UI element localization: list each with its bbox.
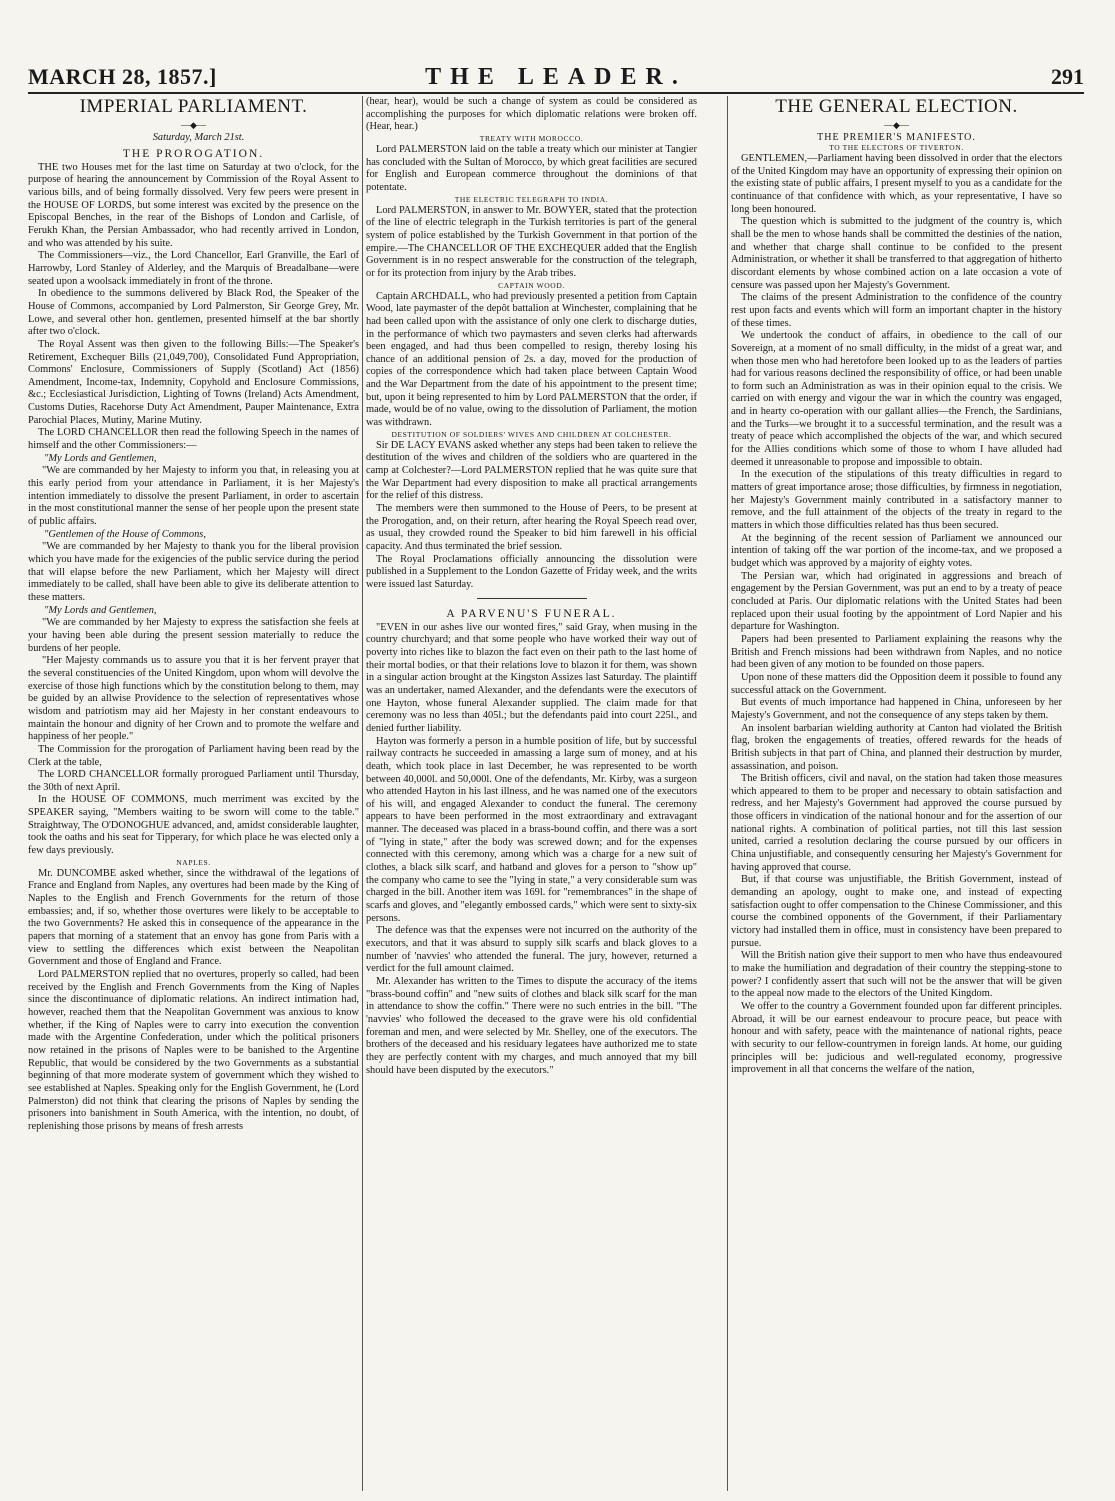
paragraph: Mr. DUNCOMBE asked whether, since the withdrawal of the legations of France and England from Naples, any overtures had been made by the King of Naples to the English and French Governments for the return of those embassies; and, if so, whether those overtures were likely to be acceptable to the two Governments? He asked this in consequence of the appearance in the papers that morning of a statement that an envoy has gone from Paris with a view to settling the differences which exist between the Neapolitan Government and those of England and France. <box>28 867 359 968</box>
newspaper-title: THE LEADER. <box>425 64 687 90</box>
subheading-destitution: DESTITUTION OF SOLDIERS' WIVES AND CHILDREN AT COLCHESTER. <box>391 429 672 439</box>
paragraph: In the execution of the stipulations of this treaty difficulties in regard to matters of great importance arose; those difficulties, by firmness in negotiation, her Majesty's Government mainly contributed in a satisfactory manner to remove, and the full attainment of the objects of the treaty in regard to the matters in which those difficulties related has thus been secured. <box>731 469 1062 532</box>
paragraph: The Persian war, which had originated in aggressions and breach of engagement by the Persian Government, was put an end to by a treaty of peace concluded at Paris. Our diplomatic relations with the United States had been replaced upon their usual footing by the appointment of Lord Napier and his departure for Washington. <box>731 570 1062 633</box>
subheading-telegraph: THE ELECTRIC TELEGRAPH TO INDIA. <box>454 194 609 204</box>
ornament: —◆— <box>884 120 909 130</box>
column-3 <box>731 96 1062 1496</box>
paragraph: "EVEN in our ashes live our wonted fires," said Gray, when musing in the country churchyard; and that some people who have worked their way out of poverty into riches like to blazon the fact even on their path to the last home of their mortal bodies, or that their relations love to blazon it for them, was shown in a singular action brought at the Kingston Assizes last Saturday. The plaintiff was an undertaker, named Alexander, and the defendants were the executors of one Hayton, whose funeral Alexander supplied. The claim made for that ceremony was no less than 405l.; but the defendants paid into court 225l., and denied further liability. <box>366 621 697 734</box>
issue-date: MARCH 28, 1857.] <box>28 64 217 89</box>
paragraph: The members were then summoned to the House of Peers, to be present at the Prorogation, and, on their return, after hearing the Royal Speech read over, as usual, they crowded round the Speaker to bid him farewell in his official capacity. And thus terminated the brief session. <box>366 503 697 552</box>
paragraph: We offer to the country a Government founded upon far different principles. Abroad, it will be our earnest endeavour to procure peace, but peace with honour and with safety, peace with the maintenance of national rights, peace with security to our fellow-countrymen in foreign lands. At home, our guiding principles will be: judicious and well-regulated economy, progressive improvement in all that concerns the welfare of the nation, <box>731 1000 1062 1076</box>
paragraph: At the beginning of the recent session of Parliament we announced our intention of taking off the war portion of the income-tax, and we proposed a budget which was approved by a majority of eighty votes. <box>731 532 1062 569</box>
section-rule <box>477 598 587 599</box>
paragraph: Will the British nation give their support to men who have thus endeavoured to make the humiliation and degradation of their country the stepping-stone to power? I confidently assert that such will not be the answer that will be given to the appeal now made to the electors of the United Kingdom. <box>731 950 1062 1000</box>
paragraph: An insolent barbarian wielding authority at Canton had violated the British flag, broken the engagements of treaties, offered rewards for the heads of British subjects in that part of China, and planned their destruction by murder, assassination, and poison. <box>731 722 1062 772</box>
paragraph: (hear, hear), would be such a change of system as could be considered as accomplishing the purposes for which diplomatic relations were broken off. (Hear, hear.) <box>366 96 697 133</box>
paragraph: THE two Houses met for the last time on Saturday at two o'clock, for the purpose of hearing the announcement by Commission of the Royal Assent to various bills, and of being formally dissolved. Very few peers were present in the HOUSE OF LORDS, but some interest was excited by the presence on the Episcopal Benches, in the rear of the Bishops of London and Carlisle, of Ferukh Khan, the Persian Ambassador, who had recently arrived in London, and who was attended by his suite. <box>28 161 359 249</box>
paragraph: Upon none of these matters did the Opposition deem it possible to found any successful attack on the Government. <box>731 671 1062 696</box>
paragraph: Captain ARCHDALL, who had previously presented a petition from Captain Wood, late paymaster of the depôt battalion at Winchester, complaining that he had been called upon with the assistance of only one clerk to discharge duties, in the performance of which two paymasters and seven clerks had afterwards been engaged, and had thus been compelled to resign, thereby losing his chance of an additional pension of 2s. a day, moved for the production of copies of the correspondence which had taken place between Captain Wood and the War Department from the date of his appointment to the present time; but, upon it being represented to him by Lord PALMERSTON that the order, if made, would be of no value, owing to the dissolution of Parliament, the motion was withdrawn. <box>366 290 697 429</box>
salutation: "My Lords and Gentlemen, <box>44 604 157 616</box>
column-2 <box>366 96 697 1496</box>
section-heading-general-election: THE GENERAL ELECTION. <box>775 96 1018 117</box>
paragraph: But events of much importance had happened in China, unforeseen by her Majesty's Government, and not the consequence of any steps taken by them. <box>731 697 1062 721</box>
column-1 <box>28 96 359 1496</box>
subheading-captain-wood: CAPTAIN WOOD. <box>498 280 565 290</box>
paragraph: In the HOUSE OF COMMONS, much merriment was excited by the SPEAKER saying, "Members waiting to be sworn will come to the table." Straightway, The O'DONOGHUE advanced, and, amidst considerable laughter, took the oaths and his seat for Tipperary, for which place he was elected only a few days previously. <box>28 794 359 857</box>
paragraph: The British officers, civil and naval, on the station had taken those measures which appeared to them to be proper and necessary to obtain satisfaction and redress, and her Majesty's Government had approved the course pursued by those officers in vindication of the national honour and for the assertion of our national rights. A combination of political parties, not till this last session united, carried a resolution declaring the course pursued by our officers in China unjustifiable, and consequently censuring her Majesty's Government for having approved that course. <box>731 773 1062 873</box>
paragraph: But, if that course was unjustifiable, the British Government, instead of demanding an apology, ought to make one, and instead of expecting satisfaction ought to offer compensation to the Chinese Commissioner, and this course the combined opponents of the Government, if their Parliamentary victory had installed them in office, must in consistency have been prepared to pursue. <box>731 874 1062 949</box>
paragraph: GENTLEMEN,—Parliament having been dissolved in order that the electors of the United Kingdom may have an opportunity of expressing their opinion on the existing state of public affairs, I present myself to you as a candidate for the continuance of that confidence with which, as your representative, I have so long been honoured. <box>731 153 1062 215</box>
paragraph: Lord PALMERSTON laid on the table a treaty which our minister at Tangier has concluded with the Sultan of Morocco, by which great facilities are secured for English and European commerce throughout the dominions of that potentate. <box>366 143 697 193</box>
paragraph: The Royal Assent was then given to the following Bills:—The Speaker's Retirement, Exchequer Bills (21,049,700), Consolidated Fund Appropriation, Commons' Enclosure, Commissioners of Supply (Scotland) Act (1856) Amendment, Income-tax, Indemnity, Copyhold and Enclosure Commissions, &c.; Ecclesiastical Jurisdiction, Lighting of Towns (Ireland) Acts Amendment, Customs Duties, Racehorse Duty Act Amendment, Pauper Maintenance, Extra Parochial Places, Mutiny, Marine Mutiny. <box>28 338 359 426</box>
column-divider <box>727 96 728 1491</box>
paragraph: The defence was that the expenses were not incurred on the authority of the executors, and that it was absurd to supply silk scarfs and black gloves to a number of 'navvies' who attended the funeral. The jury, however, returned a verdict for the full amount claimed. <box>366 925 697 975</box>
paragraph: The Commission for the prorogation of Parliament having been read by the Clerk at the table, <box>28 743 359 768</box>
subheading-morocco: TREATY WITH MOROCCO. <box>479 133 584 143</box>
address-line: TO THE ELECTORS OF TIVERTON. <box>829 143 964 152</box>
dateline: Saturday, March 21st. <box>152 132 245 143</box>
paragraph: We undertook the conduct of affairs, in obedience to the call of our Sovereign, at a moment of no small difficulty, in the midst of a great war, and when those men who had heretofore been looked up to as the leaders of parties had for various reasons declined the responsibility of office, or had been unable to form such an Administration as was in their opinion equal to the crisis. We carried on with energy and vigour the war in which the country was engaged, and in hearty co-operation with our gallant allies—the French, the Sardinians, and the Turks—we brought it to a successful termination, and the result was a treaty of peace which accomplished the objects of the war, and which secured for the Allies conditions which some of those to whom I have alluded had deemed it unreasonable to propose and impossible to obtain. <box>731 330 1062 468</box>
paragraph: Sir DE LACY EVANS asked whether any steps had been taken to relieve the destitution of the wives and children of the soldiers who are quartered in the camp at Colchester?—Lord PALMERSTON replied that he was quite sure that the War Department had every disposition to make all practical arrangements for the relief of this distress. <box>366 439 697 502</box>
paragraph: Papers had been presented to Parliament explaining the reasons why the British and French missions had been withdrawn from Naples, and no notice had been given of any motion to be founded on those papers. <box>731 633 1062 671</box>
page-number: 291 <box>1051 64 1084 89</box>
subheading-prorogation: THE PROROGATION. <box>122 147 265 160</box>
masthead <box>28 62 1084 94</box>
paragraph: The claims of the present Administration to the confidence of the country rest upon facts and events which will form an important chapter in the history of these times. <box>731 292 1062 329</box>
section-heading-imperial-parliament: IMPERIAL PARLIAMENT. <box>79 96 308 117</box>
paragraph: Lord PALMERSTON, in answer to Mr. BOWYER, stated that the protection of the line of electric telegraph in the Turkish territories is part of the general system of police established by the Turkish Government in that portion of the empire.—The CHANCELLOR OF THE EXCHEQUER added that the English Government is in no respect answerable for the construction of the telegraph, or for its protection from injury by the Arab tribes. <box>366 204 697 279</box>
subheading-naples: NAPLES. <box>176 857 211 867</box>
paragraph: The LORD CHANCELLOR then read the following Speech in the names of himself and the other Commissioners:— <box>28 427 359 452</box>
subheading-premier-manifesto: THE PREMIER'S MANIFESTO. <box>817 132 976 143</box>
speech-paragraph: "We are commanded by her Majesty to inform you that, in releasing you at this early period from your attendance in Parliament, it is her Majesty's intention immediately to dissolve the present Parliament, in order to ascertain in the most constitutional manner the sense of her people upon the present state of public affairs. <box>28 465 359 528</box>
subheading-parvenu-funeral: A PARVENU'S FUNERAL. <box>446 607 617 620</box>
paragraph: Mr. Alexander has written to the Times to dispute the accuracy of the items "brass-bound coffin" and "new suits of clothes and black silk scarf for the man in attendance to show the coffin." There were no such entries in the bill. "The 'navvies' who followed the deceased to the grave were his old confidential foreman and men, and were selected by Mr. Shelley, one of the executors. The brothers of the deceased and his residuary legatees have authorized me to state they are perfectly content with my charges, and much annoyed that my bill should have been disputed by the executors." <box>366 976 697 1076</box>
column-divider <box>362 96 363 1491</box>
speech-paragraph: "We are commanded by her Majesty to thank you for the liberal provision which you have made for the exigencies of the public service during the period that will elapse before the new Parliament, which her Majesty will direct immediately to be called, shall have been able to give its deliberate attention to these matters. <box>28 541 359 603</box>
speech-paragraph: "We are commanded by her Majesty to express the satisfaction she feels at your having been able during the present session materially to reduce the burdens of her people. <box>28 617 359 654</box>
speech-paragraph: "Her Majesty commands us to assure you that it is her fervent prayer that the several constituencies of the United Kingdom, upon whom will devolve the exercise of those high functions which by the constitution belong to them, may be guided by an allwise Providence to the selection of representatives whose wisdom and patriotism may aid her Majesty in her constant endeavours to maintain the honour and dignity of her Crown and to promote the welfare and happiness of her people." <box>28 655 359 743</box>
paragraph: The question which is submitted to the judgment of the country is, which shall be the men to whose hands shall be committed the destinies of the nation, and whether that charge shall continue to be confided to the present Administration, or whether it shall be transferred to that aggregation of hitherto discordant elements by whose combined action on a late occasion a vote of censure was passed upon her Majesty's Government. <box>731 216 1062 291</box>
paragraph: The LORD CHANCELLOR formally prorogued Parliament until Thursday, the 30th of next April. <box>28 769 359 793</box>
paragraph: Hayton was formerly a person in a humble position of life, but by successful railway contracts he succeeded in amassing a large sum of money, and at his death, which took place in last December, he was represented to be worth between 40,000l. and 50,000l. One of the defendants, Mr. Kirby, was a surgeon who attended Hayton in his last illness, and he was named one of the executors of his will, and engaged Alexander to conduct the funeral. The ceremony appears to have been performed in the most extraordinary and extravagant manner. The deceased was placed in a brass-bound coffin, and there was a sort of "lying in state," after the body was screwed down; and for the expenses connected with this ceremony, among which was a charge for a new suit of clothes, a black silk scarf, and hatband and gloves for a person to "show up" the company who came to see the "lying in state," a very considerable sum was charged in the bill. Another item was 169l. for "remembrances" in the shape of scarfs and gloves, and "elegantly embossed cards," which were sent to sixty-six persons. <box>366 735 697 924</box>
paragraph: In obedience to the summons delivered by Black Rod, the Speaker of the House of Commons, accompanied by Lord Palmerston, Sir George Grey, Mr. Lowe, and several other hon. gentlemen, presented himself at the bar shortly after two o'clock. <box>28 288 359 338</box>
paragraph: Lord PALMERSTON replied that no overtures, properly so called, had been received by the English and French Governments from the King of Naples since the discontinuance of diplomatic relations. An indirect intimation had, however, reached them that the Neapolitan Government was anxious to know whether, if the King of Naples were to carry into execution the convention made with the Argentine Confederation, under which the political prisoners now retained in the prisons of Naples were to be banished to the Argentine Republic, that would be considered by the two Governments as a substantial beginning of that more moderate system of government which they wished to see established at Naples. Speaking only for the English Government, he (Lord Palmerston) did not think that clearing the prisons of Naples by sending the prisoners into banishment in South America, with the intention, no doubt, of replenishing those prisons by means of fresh arrests <box>28 969 359 1132</box>
salutation: "My Lords and Gentlemen, <box>44 452 157 464</box>
salutation: "Gentlemen of the House of Commons, <box>44 528 206 540</box>
paragraph: The Commissioners—viz., the Lord Chancellor, Earl Granville, the Earl of Harrowby, Lord Stanley of Alderley, and the Marquis of Breadalbane—were seated upon a woolsack immediately in front of the throne. <box>28 250 359 287</box>
paragraph: The Royal Proclamations officially announcing the dissolution were published in a Supplement to the London Gazette of Friday week, and the writs were issued last Saturday. <box>366 553 697 590</box>
ornament: —◆— <box>181 120 206 130</box>
